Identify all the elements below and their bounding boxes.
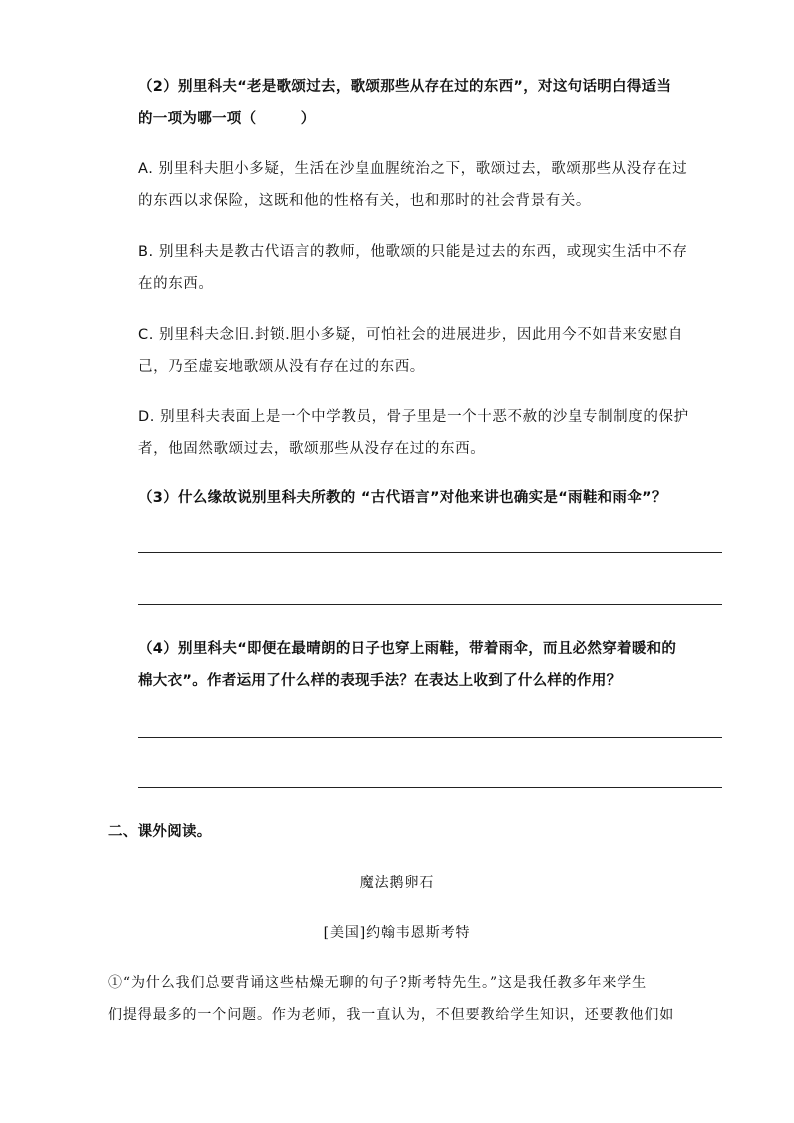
answer-line-q3-1 (138, 552, 722, 553)
option-d-line-1: D. 别里科夫表面上是一个中学教员，骨子里是一个十恶不赦的沙皇专制制度的保护 (138, 409, 689, 425)
option-a-line-1: A. 别里科夫胆小多疑，生活在沙皇血腥统治之下，歌颂过去，歌颂那些从没存在过 (138, 161, 688, 177)
article-title: 魔法鹅卵石 (359, 875, 435, 891)
option-a-line-2: 的东西以求保险，这既和他的性格有关，也和那时的社会背景有关。 (138, 193, 591, 209)
answer-line-q3-2 (138, 604, 722, 605)
section-heading: 二、课外阅读。 (108, 824, 212, 840)
question-4-line-2: 棉大衣”。作者运用了什么样的表现手法？在表达上收到了什么样的作用？ (138, 673, 622, 689)
option-d-line-2: 者，他固然歌颂过去，歌颂那些从没存在过的东西。 (138, 441, 486, 457)
option-b-line-2: 在的东西。 (138, 276, 214, 292)
answer-line-q4-1 (138, 737, 722, 738)
option-b-line-1: B. 别里科夫是教古代语言的教师，他歌颂的只能是过去的东西，或现实生活中不存 (138, 244, 688, 260)
question-3: （3）什么缘故说别里科夫所教的 “古代语言”对他来讲也确实是“雨鞋和雨伞”？ (138, 490, 667, 506)
question-2-line-2: 的一项为哪一项（ ） (138, 111, 316, 127)
question-2-line-1: （2）别里科夫“老是歌颂过去，歌颂那些从存在过的东西”，对这句话明白得适当 (138, 79, 672, 95)
question-4-line-1: （4）别里科夫“即便在最晴朗的日子也穿上雨鞋，带着雨伞，而且必然穿着暖和的 (138, 641, 677, 657)
article-paragraph-1-line-1: ①“为什么我们总要背诵这些枯燥无聊的句子?斯考特先生。”这是我任教多年来学生 (108, 975, 648, 991)
option-c-line-2: 己，乃至虚妄地歌颂从没有存在过的东西。 (138, 359, 425, 375)
article-paragraph-1-line-2: 们提得最多的一个问题。作为老师，我一直认为，不但要教给学生知识，还要教他们如 (108, 1007, 675, 1023)
option-c-line-1: C. 别里科夫念旧.封锁.胆小多疑，可怕社会的进展进步，因此用今不如昔来安慰自 (138, 327, 683, 343)
answer-line-q4-2 (138, 787, 722, 788)
article-author: [美国]约翰韦恩斯考特 (323, 925, 471, 941)
